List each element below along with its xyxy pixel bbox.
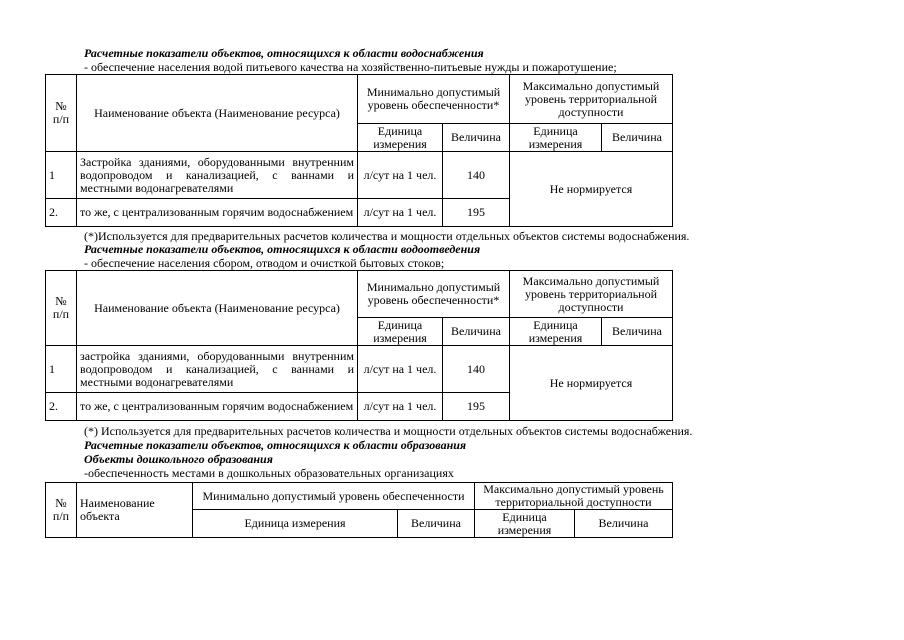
header-name: Наименование объекта: [77, 483, 193, 538]
header-max-value: Величина: [602, 318, 673, 346]
header-max: Максимально допустимый уровень территориальной доступности: [510, 271, 673, 318]
row-unit: л/сут на 1 чел.: [358, 199, 443, 227]
header-max-unit: Единица измерения: [510, 124, 602, 152]
row-num: 1: [46, 152, 77, 199]
header-num: № п/п: [46, 483, 77, 538]
row-name: Застройка зданиями, оборудованными внутренним водопроводом и канализацией, с ваннами и местными водонагревателями: [77, 152, 358, 199]
header-min: Минимально допустимый уровень обеспеченности*: [358, 271, 510, 318]
header-max: Максимально допустимый уровень территориальной доступности: [510, 75, 673, 124]
table-row: [46, 152, 673, 199]
row-name: то же, с централизованным горячим водоснабжением: [77, 199, 358, 227]
header-name: Наименование объекта (Наименование ресурса): [77, 75, 358, 152]
row-unit: л/сут на 1 чел.: [358, 346, 443, 393]
header-unit: Единица измерения: [193, 510, 398, 538]
section3-title: Расчетные показатели объектов, относящихся к области образования: [84, 438, 467, 452]
header-max-unit: Единица измерения: [510, 318, 602, 346]
header-value: Величина: [398, 510, 475, 538]
row-unit: л/сут на 1 чел.: [358, 393, 443, 421]
section1-subtitle: - обеспечение населения водой питьевого качества на хозяйственно-питьевые нужды и пожаротушение;: [84, 60, 617, 74]
header-value: Величина: [443, 124, 510, 152]
sewerage-table: [45, 270, 673, 421]
header-value: Величина: [443, 318, 510, 346]
not-normed-cell: Не нормируется: [510, 152, 673, 227]
header-max-unit: Единица измерения: [475, 510, 575, 538]
header-unit: Единица измерения: [358, 124, 443, 152]
header-name: Наименование объекта (Наименование ресурса): [77, 271, 358, 346]
section2-footnote: (*) Используется для предварительных расчетов количества и мощности отдельных объектов системы водоснабжения.: [84, 424, 693, 438]
header-min: Минимально допустимый уровень обеспеченности*: [358, 75, 510, 124]
section3-subtitle: -обеспеченность местами в дошкольных образовательных организациях: [84, 466, 454, 480]
header-max-value: Величина: [575, 510, 673, 538]
row-num: 2.: [46, 393, 77, 421]
row-num: 1: [46, 346, 77, 393]
row-value: 140: [443, 346, 510, 393]
row-name: застройка зданиями, оборудованными внутренним водопроводом и канализацией, с ваннами и местными водонагревателями: [77, 346, 358, 393]
row-name: то же, с централизованным горячим водоснабжением: [77, 393, 358, 421]
section2-subtitle: - обеспечение населения сбором, отводом и очисткой бытовых стоков;: [84, 256, 445, 270]
header-num: № п/п: [46, 75, 77, 152]
section3-subtitle-italic: Объекты дошкольного образования: [84, 452, 273, 466]
header-max-value: Величина: [602, 124, 673, 152]
row-value: 195: [443, 199, 510, 227]
row-unit: л/сут на 1 чел.: [358, 152, 443, 199]
row-value: 195: [443, 393, 510, 421]
header-min: Минимально допустимый уровень обеспеченности: [193, 483, 475, 510]
water-supply-table: [45, 74, 673, 227]
header-unit: Единица измерения: [358, 318, 443, 346]
section2-title: Расчетные показатели объектов, относящихся к области водоотведения: [84, 242, 481, 256]
row-num: 2.: [46, 199, 77, 227]
table-row: [46, 346, 673, 393]
not-normed-cell: Не нормируется: [510, 346, 673, 421]
education-table: [45, 482, 673, 538]
header-max: Максимально допустимый уровень территориальной доступности: [475, 483, 673, 510]
section1-footnote: (*)Используется для предварительных расчетов количества и мощности отдельных объектов системы водоснабжения.: [84, 229, 690, 243]
section1-title: Расчетные показатели объектов, относящихся к области водоснабжения: [84, 46, 484, 60]
row-value: 140: [443, 152, 510, 199]
header-num: № п/п: [46, 271, 77, 346]
